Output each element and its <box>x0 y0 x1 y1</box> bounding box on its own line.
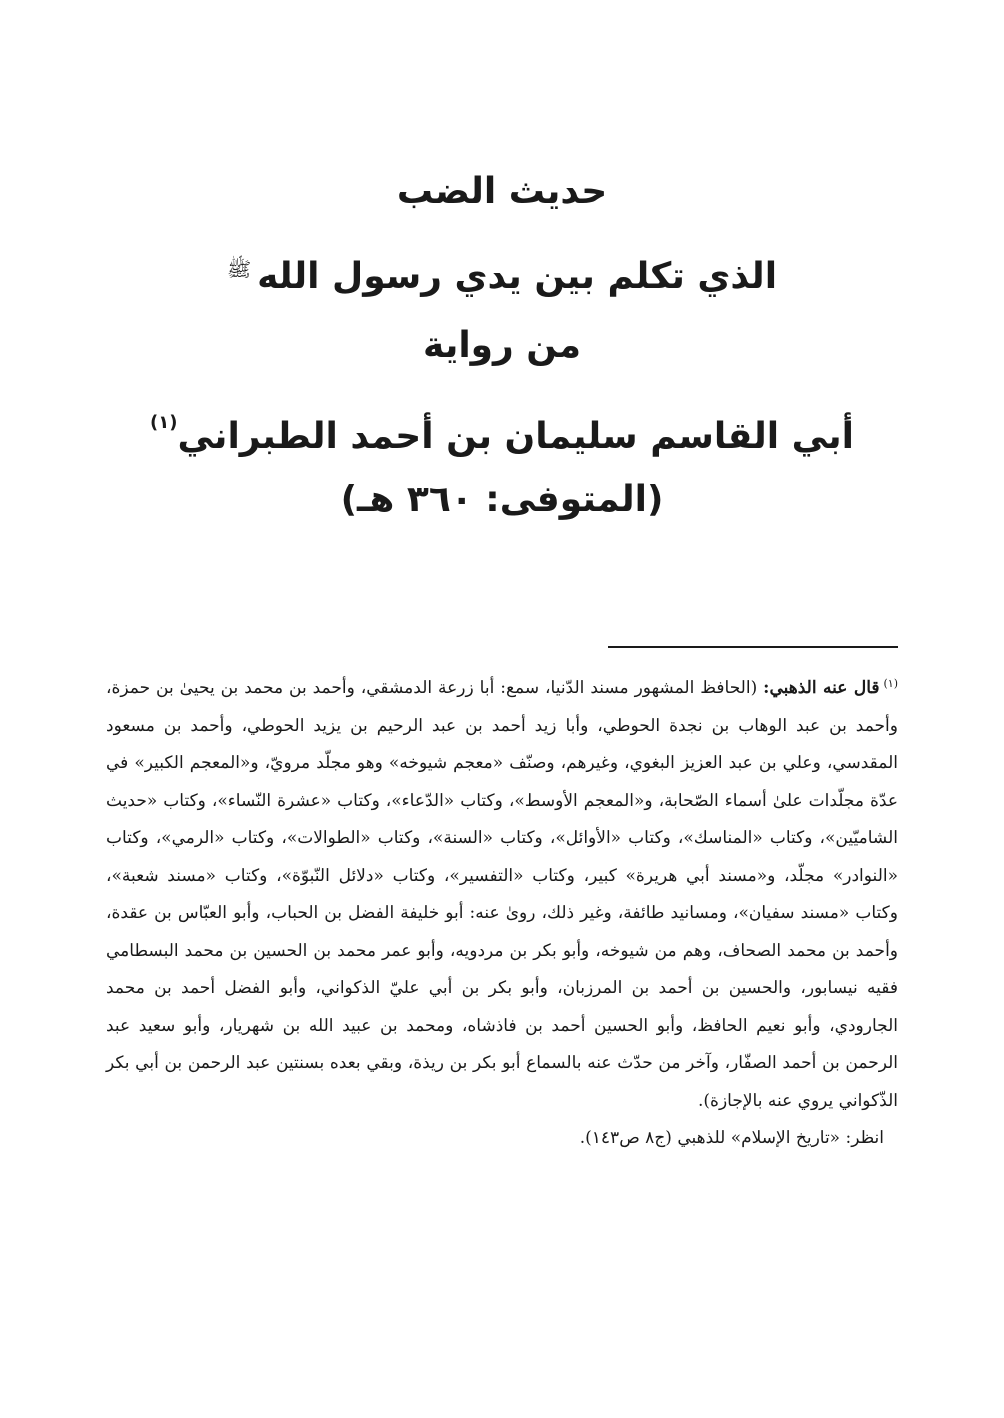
footnote-body <box>106 665 898 1120</box>
footnote-lead: قال عنه الذهبي: <box>763 678 880 698</box>
title-line-1: حديث الضب <box>396 171 608 212</box>
title-line-4-text: أبي القاسم سليمان بن أحمد الطبراني <box>177 416 854 457</box>
title-line-2-text: الذي تكلم بين يدي رسول الله <box>257 256 778 297</box>
footnote-marker: (١) <box>150 412 178 433</box>
footnote-number: (١) <box>883 677 899 690</box>
footnote-reference: انظر: «تاريخ الإسلام» للذهبي (ج٨ ص١٤٣). <box>579 1128 884 1148</box>
honorific-glyph: ﷺ <box>226 257 252 281</box>
footnote-text: (الحافظ المشهور مسند الدّنيا، سمع: أبا زرعة الدمشقي، وأحمد بن محمد بن يحيىٰ بن حمزة، وأحمد بن عبد الوهاب بن نجدة الحوطي، وأبا زيد أحمد بن عبد الرحيم بن يزيد الحوطي، وأحمد بن مسعود المقدسي، وعلي بن عبد العزيز البغوي، وغيرهم، وصنّف «معجم شيوخه» وهو مجلّد مرويّ، و«المعجم الكبير» في عدّة مجلّدات علىٰ أسماء الصّحابة، و«المعجم الأوسط»، وكتاب «الدّعاء»، وكتاب «عشرة النّساء»، وكتاب «حديث الشاميّين»، وكتاب «المناسك»، وكتاب «الأوائل»، وكتاب «السنة»، وكتاب «الطوالات»، وكتاب «الرمي»، وكتاب «النوادر» مجلّد، و«مسند أبي هريرة» كبير، وكتاب «التفسير»، وكتاب «دلائل النّبوّة»، وكتاب «مسند شعبة»، وكتاب «مسند سفيان»، ومسانيد طائفة، وغير ذلك، روىٰ عنه: أبو خليفة الفضل بن الحباب، وأبو العبّاس بن عقدة، وأحمد بن محمد الصحاف، وهم من شيوخه، وأبو بكر بن مردويه، وأبو عمر محمد بن الحسين بن محمد البسطامي فقيه نيسابور، والحسين بن أحمد بن المرزبان، وأبو بكر بن أبي عليّ الذكواني، وأبو الفضل أحمد بن محمد الجارودي، وأبو نعيم الحافظ، وأبو الحسين أحمد بن فاذشاه، ومحمد بن عبيد الله بن شهريار، وأبو سعيد عبد الرحمن بن أحمد الصفّار، وآخر من حدّث عنه بالسماع أبو بكر بن ريذة، وبقي بعده بسنتين عبد الرحمن بن أبي بكر الذّكواني يروي عنه بالإجازة). <box>106 678 899 1111</box>
title-block <box>80 172 924 557</box>
title-line-2 <box>80 249 924 297</box>
footnote <box>106 665 898 1158</box>
title-line-4 <box>80 403 924 457</box>
title-line-3: من رواية <box>422 325 581 366</box>
footnote-separator <box>608 646 898 648</box>
title-line-5: (المتوفى: ٣٦٠ هـ) <box>340 479 664 520</box>
